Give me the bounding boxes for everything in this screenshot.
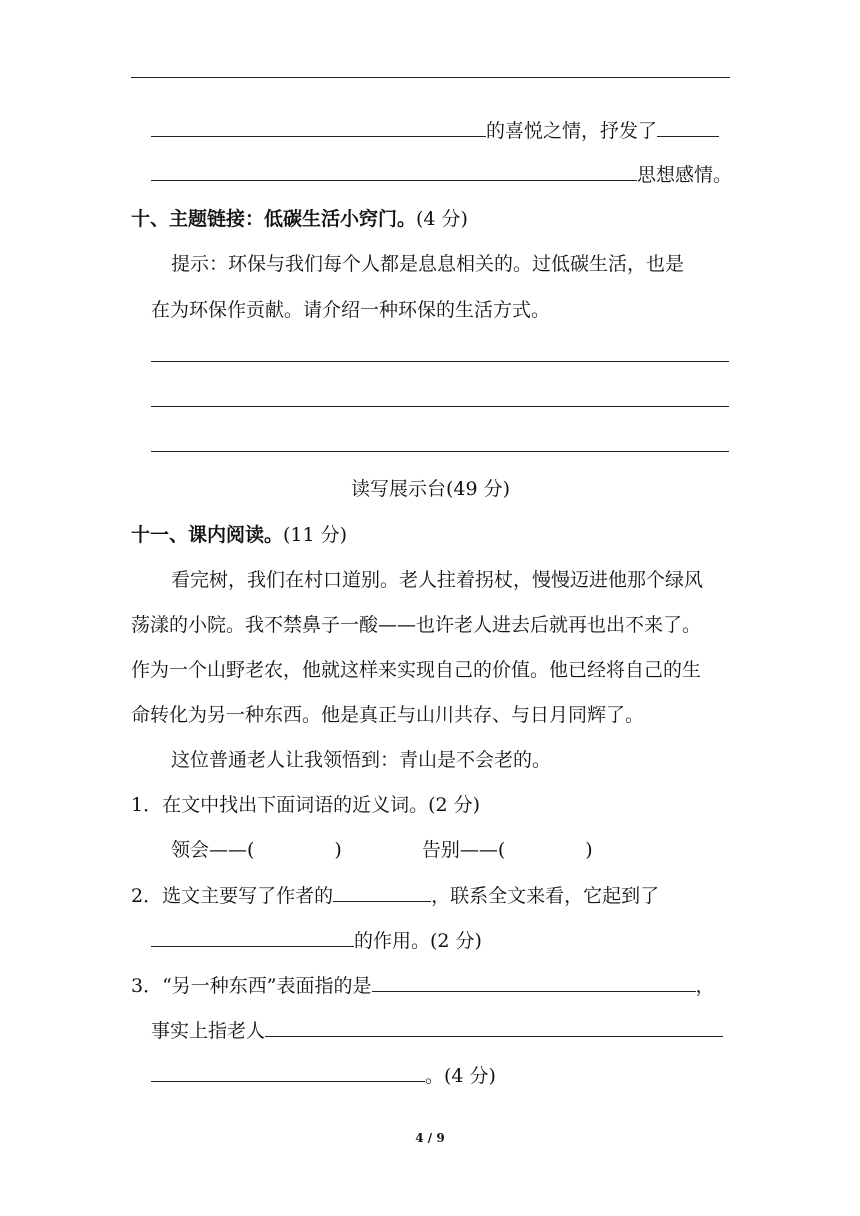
page-number: 4 / 9: [415, 1131, 445, 1145]
section9-line2: 思想感情。: [131, 160, 750, 189]
answer-blank[interactable]: [151, 160, 637, 181]
question-3-line1: 3．“另一种东西”表面指的是 ，: [131, 971, 730, 1000]
question-3-line3: 。(4 分): [131, 1061, 750, 1090]
answer-blank[interactable]: [151, 116, 486, 137]
answer-blank[interactable]: [151, 926, 354, 947]
passage-line-5: 这位普通老人让我领悟到：青山是不会老的。: [171, 749, 552, 771]
question-2-line1: 2．选文主要写了作者的 ，联系全文来看，它起到了: [131, 881, 730, 910]
question-3-line2: 事实上指老人: [131, 1016, 750, 1045]
passage-line-2: 荡漾的小院。我不禁鼻子一酸——也许老人进去后就再也出不来了。: [131, 614, 702, 636]
answer-blank[interactable]: [333, 881, 431, 902]
header-rule: [131, 77, 730, 78]
section10-tip-line2: 在为环保作贡献。请介绍一种环保的生活方式。: [151, 299, 551, 321]
answer-blank[interactable]: [151, 1061, 425, 1082]
question-2-line2: 的作用。(2 分): [131, 926, 750, 955]
question-1: 1．在文中找出下面词语的近义词。(2 分): [131, 794, 481, 816]
answer-blank[interactable]: [657, 116, 719, 137]
passage-line-4: 命转化为另一种东西。他是真正与山川共存、与日月同辉了。: [131, 704, 645, 726]
section10-tip-line1: 提示：环保与我们每个人都是息息相关的。过低碳生活，也是: [171, 253, 685, 275]
answer-line-3[interactable]: [151, 451, 729, 452]
section11-heading: 十一、课内阅读。(11 分): [131, 524, 348, 546]
answer-line-2[interactable]: [151, 406, 729, 407]
section10-heading: 十、主题链接：低碳生活小窍门。(4 分): [131, 208, 468, 230]
passage-line-3: 作为一个山野老农，他就这样来实现自己的价值。他已经将自己的生: [131, 659, 702, 681]
answer-blank[interactable]: [265, 1016, 723, 1037]
question-1-blanks: 领会——( ) 告别——( ): [171, 839, 593, 861]
answer-line-1[interactable]: [151, 361, 729, 362]
passage-line-1: 看完树，我们在村口道别。老人拄着拐杖，慢慢迈进他那个绿风: [171, 569, 704, 591]
part-title: 读写展示台(49 分): [350, 478, 511, 500]
answer-blank[interactable]: [372, 971, 696, 992]
section9-line1: 的喜悦之情，抒发了: [131, 116, 750, 145]
